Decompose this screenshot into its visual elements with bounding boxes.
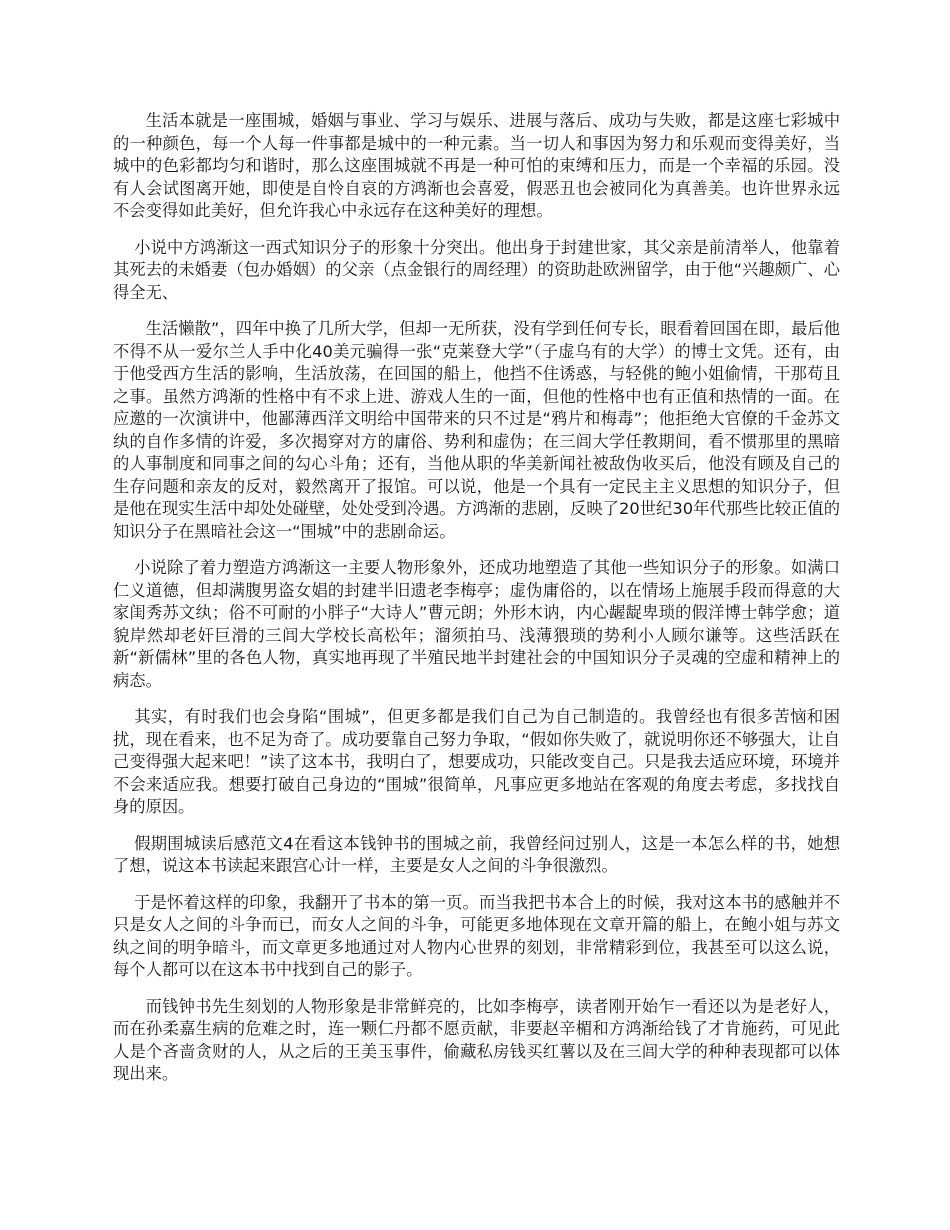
paragraph-intro: 生活本就是一座围城，婚姻与事业、学习与娱乐、进展与落后、成功与失败，都是这座七彩城中的一种颜色，每一个人每一件事都是城中的一种元素。当一切人和事因为努力和乐观而变得美好，当城中的色彩都均匀和谐时，那么这座围城就不再是一种可怕的束缚和压力，而是一个幸福的乐园。没有人会试图离开她，即使是自怜自哀的方鸿渐也会喜爱，假恶丑也会被同化为真善美。也许世界永远不会变得如此美好，但允许我心中永远存在这种美好的理想。 (113, 111, 840, 220)
paragraph-essay-4-intro: 假期围城读后感范文4在看这本钱钟书的围城之前，我曾经问过别人，这是一本怎么样的书，她想了想，说这本书读起来跟宫心计一样，主要是女人之间的斗争很激烈。 (113, 833, 840, 875)
document-body (113, 110, 840, 1100)
paragraph-first-page: 于是怀着这样的印象，我翻开了书本的第一页。而当我把书本合上的时候，我对这本书的感触并不只是女人之间的斗争而已，而女人之间的斗争，可能更多地体现在文章开篇的船上，在鲍小姐与苏文纨之间的明争暗斗，而文章更多地通过对人物内心世界的刻划，非常精彩到位，我甚至可以这么说，每个人都可以在这本书中找到自己的影子。 (113, 892, 840, 979)
paragraph-fang-hongjian-cont: 生活懒散”，四年中换了几所大学，但却一无所获，没有学到任何专长，眼看着回国在即，最后他不得不从一爱尔兰人手中化40美元骗得一张“克莱登大学”（子虚乌有的大学）的博士文凭。还有，由于他受西方生活的影响，生活放荡，在回国的船上，他挡不住诱惑，与轻佻的鲍小姐偷情，干那苟且之事。虽然方鸿渐的性格中有不求上进、游戏人生的一面，但他的性格中也有正值和热情的一面。在应邀的一次演讲中，他鄙薄西洋文明给中国带来的只不过是“鸦片和梅毒”；他拒绝大官僚的千金苏文纨的自作多情的许爱，多次揭穿对方的庸俗、势利和虚伪；在三闾大学任教期间，看不惯那里的黑暗的人事制度和同事之间的勾心斗角；还有，当他从职的华美新闻社被敌伪收买后，他没有顾及自己的生存问题和亲友的反对，毅然离开了报馆。可以说，他是一个具有一定民主主义思想的知识分子，但是他在现实生活中却处处碰壁，处处受到冷遇。方鸿渐的悲剧，反映了20世纪30年代那些比较正值的知识分子在黑暗社会这一“围城”中的悲剧命运。 (113, 319, 840, 541)
paragraph-li-meiting: 而钱钟书先生刻划的人物形象是非常鲜亮的，比如李梅亭，读者刚开始乍一看还以为是老好人，而在孙柔嘉生病的危难之时，连一颗仁丹都不愿贡献，非要赵辛楣和方鸿渐给钱了才肯施药，可见此人是个吝啬贪财的人，从之后的王美玉事件，偷藏私房钱买红薯以及在三闾大学的种种表现都可以体现出来。 (113, 996, 840, 1083)
paragraph-other-characters: 小说除了着力塑造方鸿渐这一主要人物形象外，还成功地塑造了其他一些知识分子的形象。如满口仁义道德，但却满腹男盗女娼的封建半旧遗老李梅亭；虚伪庸俗的，以在情场上施展手段而得意的大家闺秀苏文纨；俗不可耐的小胖子“大诗人”曹元朗；外形木讷，内心龌龊卑琐的假洋博士韩学愈；道貌岸然却老奸巨滑的三闾大学校长高松年；溜须拍马、浅薄猥琐的势利小人顾尔谦等。这些活跃在新“新儒林”里的各色人物，真实地再现了半殖民地半封建社会的中国知识分子灵魂的空虚和精神上的病态。 (113, 558, 840, 690)
paragraph-fang-hongjian: 小说中方鸿渐这一西式知识分子的形象十分突出。他出身于封建世家，其父亲是前清举人，他靠着其死去的未婚妻（包办婚姻）的父亲（点金银行的周经理）的资助赴欧洲留学，由于他“兴趣颇广、心得全无、 (113, 237, 840, 302)
paragraph-reflection: 其实，有时我们也会身陷“围城”，但更多都是我们自己为自己制造的。我曾经也有很多苦恼和困扰，现在看来，也不足为奇了。成功要靠自己努力争取，“假如你失败了，就说明你还不够强大，让自己变得强大起来吧！”读了这本书，我明白了，想要成功，只能改变自己。只是我去适应环境，环境并不会来适应我。想要打破自己身边的“围城”很简单，凡事应更多地站在客观的角度去考虑，多找找自身的原因。 (113, 707, 840, 816)
